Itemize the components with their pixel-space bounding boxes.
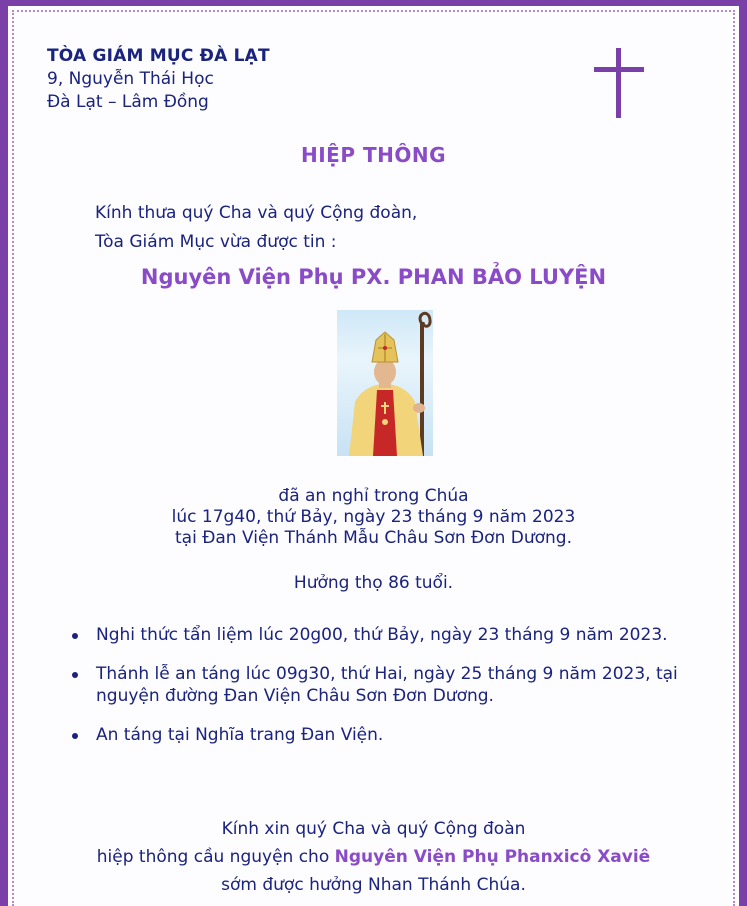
- closing-line-1: Kính xin quý Cha và quý Cộng đoàn: [221, 819, 526, 839]
- bullet-icon: [72, 672, 78, 678]
- deceased-name: Nguyên Viện Phụ PX. PHAN BẢO LUYỆN: [140, 265, 607, 289]
- notice-title: HIỆP THÔNG: [301, 143, 446, 167]
- death-line-1: đã an nghỉ trong Chúa: [278, 486, 469, 506]
- address-line-2: Đà Lạt – Lâm Đồng: [47, 92, 209, 112]
- death-notice: [0, 486, 747, 549]
- closing-line-2: [0, 843, 747, 871]
- death-line-3: tại Đan Viện Thánh Mẫu Châu Sơn Đơn Dương.: [175, 528, 572, 548]
- address-line-1: 9, Nguyễn Thái Học: [47, 69, 214, 89]
- schedule-list: [70, 624, 710, 763]
- closing-message: [0, 815, 747, 899]
- schedule-item-text: Thánh lễ an táng lúc 09g30, thứ Hai, ngày 25 tháng 9 năm 2023, tại nguyện đường Đan Viện Châu Sơn Đơn Dương.: [96, 664, 678, 706]
- list-item: [70, 724, 710, 746]
- organization-name: TÒA GIÁM MỤC ĐÀ LẠT: [47, 46, 270, 66]
- list-item: [70, 624, 710, 646]
- salutation: [95, 199, 417, 257]
- age-text: Hưởng thọ 86 tuổi.: [293, 573, 454, 593]
- closing-line-3: sớm được hưởng Nhan Thánh Chúa.: [221, 875, 526, 895]
- closing-prefix: hiệp thông cầu nguyện cho: [96, 847, 330, 867]
- schedule-item-text: An táng tại Nghĩa trang Đan Viện.: [96, 725, 384, 745]
- portrait-image: [337, 310, 433, 456]
- schedule-item-text: Nghi thức tẩn liệm lúc 20g00, thứ Bảy, ngày 23 tháng 9 năm 2023.: [96, 625, 668, 645]
- list-item: [70, 663, 710, 707]
- bullet-icon: [72, 733, 78, 739]
- closing-name: Nguyên Viện Phụ Phanxicô Xaviê: [334, 847, 651, 867]
- death-line-2: lúc 17g40, thứ Bảy, ngày 23 tháng 9 năm 2023: [171, 507, 576, 527]
- bishop-portrait-icon: [337, 310, 433, 456]
- letterhead: [47, 46, 270, 115]
- salutation-line-2: Tòa Giám Mục vừa được tin :: [95, 232, 337, 252]
- salutation-line-1: Kính thưa quý Cha và quý Cộng đoàn,: [95, 203, 418, 223]
- cross-icon: [594, 48, 644, 118]
- bullet-icon: [72, 633, 78, 639]
